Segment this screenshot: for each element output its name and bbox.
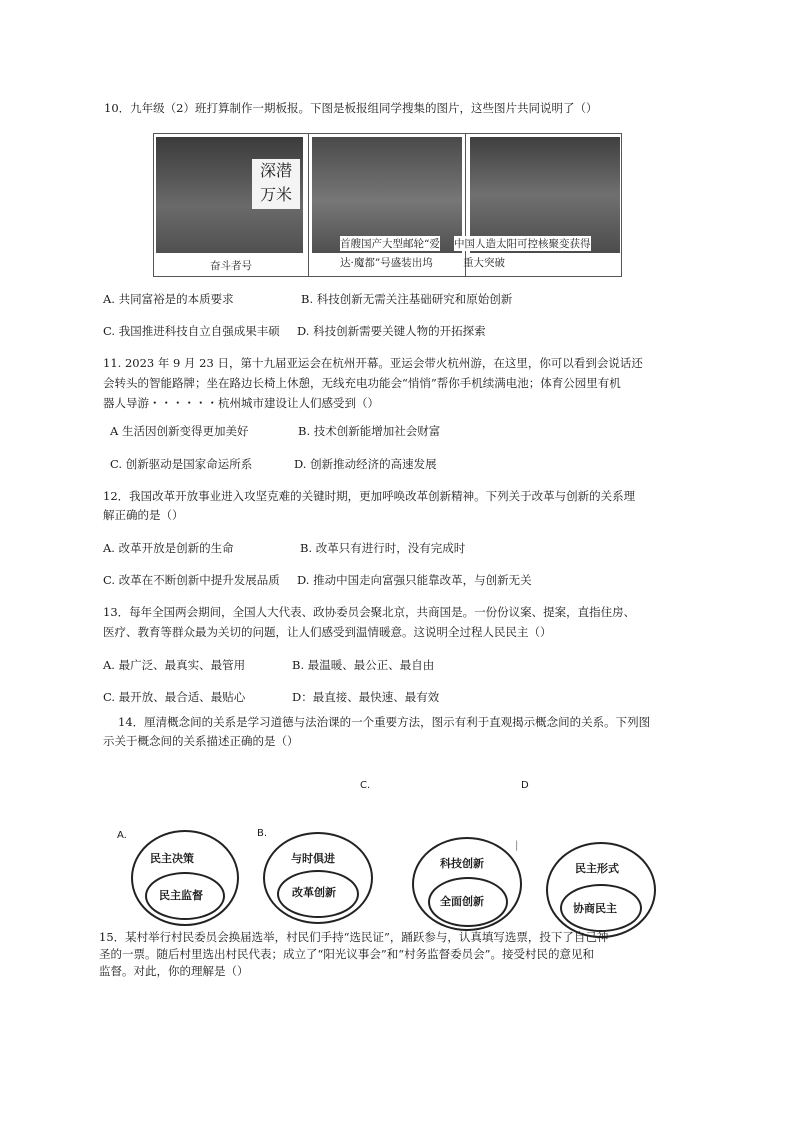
q11-option-c[interactable]: C. 创新驱动是国家命运所系 — [110, 457, 253, 471]
q15-line-2: 圣的一票。随后村里选出村民代表；成立了“阳光议事会”和“村务监督委员会”。接受村民的意见和 — [99, 947, 595, 961]
diagram-a-outer-label: 民主决策 — [150, 852, 194, 865]
q11-option-b[interactable]: B. 技术创新能增加社会财富 — [298, 424, 441, 438]
q15-line-3: 监督。对此，你的理解是（） — [99, 964, 249, 978]
diagram-d-inner-label: 协商民主 — [573, 902, 617, 915]
caption-3-line-1: 中国人造太阳可控核聚变获得 — [454, 238, 591, 250]
caption-2-line-1: 首艘国产大型邮轮“爱 — [340, 238, 440, 250]
q13-option-c[interactable]: C. 最开放、最合适、最贴心 — [103, 690, 246, 704]
q10-option-b[interactable]: B. 科技创新无需关注基础研究和原始创新 — [301, 292, 513, 306]
photo-submersible — [156, 137, 303, 253]
diagram-a-letter: A. — [117, 830, 127, 841]
q13-line-2: 医疗、教育等群众最为关切的问题，让人们感受到温情暖意。这说明全过程人民民主（） — [103, 625, 552, 639]
q10-option-a[interactable]: A. 共同富裕是的本质要求 — [103, 292, 234, 306]
q14-diagram-a[interactable] — [117, 828, 239, 928]
q14-line-2: 示关于概念间的关系描述正确的是（） — [103, 734, 299, 748]
caption-2-line-2: 达·魔都”号盛装出坞 — [340, 257, 433, 269]
q13-option-a[interactable]: A. 最广泛、最真实、最管用 — [103, 658, 246, 672]
photo-divider-1 — [308, 134, 309, 276]
q11-option-a[interactable]: A 生活因创新变得更加美好 — [110, 424, 249, 438]
caption-1: 奋斗者号 — [210, 260, 252, 272]
q12-option-c[interactable]: C. 改革在不断创新中提升发展品质 — [103, 573, 280, 587]
diagram-d-outer-label: 民主形式 — [575, 862, 619, 875]
caption-3-line-2: 重大突破 — [463, 257, 505, 269]
q13-option-d[interactable]: D：最直接、最快速、最有效 — [292, 690, 440, 704]
q11-line-2: 会转头的智能路牌；坐在路边长椅上休憩，无线充电功能会“悄悄”帮你手机续满电池；体育公园里有机 — [103, 376, 621, 390]
stray-mark: | — [515, 840, 519, 851]
q10-option-d[interactable]: D. 科技创新需要关键人物的开拓探索 — [297, 324, 486, 338]
q10-stem: 10．九年级（2）班打算制作一期板报。下图是板报组同学搜集的图片，这些图片共同说明了（） — [104, 101, 598, 115]
q14-letter-c[interactable]: C. — [360, 780, 371, 791]
photo1-stamp — [252, 159, 300, 209]
stamp-line-1: 深潜 — [259, 161, 292, 180]
q15-line-1: 15．某村举行村民委员会换届选举，村民们手持“选民证”，踊跃参与，认真填写选票，投下了自己神 — [99, 930, 609, 944]
q10-option-c[interactable]: C. 我国推进科技自立自强成果丰硕 — [103, 324, 280, 338]
q13-option-b[interactable]: B. 最温暖、最公正、最自由 — [292, 658, 435, 672]
diagram-b-letter: B. — [257, 828, 268, 839]
diagram-c-inner-label: 全面创新 — [440, 895, 484, 908]
q14-letter-d[interactable]: D — [521, 780, 529, 791]
q12-option-a[interactable]: A. 改革开放是创新的生命 — [103, 541, 234, 555]
q12-line-1: 12．我国改革开放事业进入攻坚克难的关键时期，更加呼唤改革创新精神。下列关于改革与创新的关系理 — [103, 489, 636, 503]
q13-line-1: 13．每年全国两会期间，全国人大代表、政协委员会聚北京，共商国是。一份份议案、提案，直指住房、 — [103, 605, 636, 619]
q14-line-1: 14．厘清概念间的关系是学习道德与法治课的一个重要方法，图示有利于直观揭示概念间的关系。下列图 — [118, 715, 651, 729]
diagram-b-outer-label: 与时俱进 — [291, 852, 335, 865]
q12-option-b[interactable]: B. 改革只有进行时，没有完成时 — [300, 541, 466, 555]
q11-line-3: 器人导游・・・・・・杭州城市建设让人们感受到（） — [103, 396, 379, 410]
stamp-line-2: 万米 — [259, 185, 292, 204]
q11-option-d[interactable]: D. 创新推动经济的高速发展 — [294, 457, 437, 471]
q12-line-2: 解正确的是（） — [103, 508, 184, 522]
diagram-a-inner-label: 民主监督 — [159, 889, 203, 902]
q11-line-1: 11. 2023 年 9 月 23 日，第十九届亚运会在杭州开幕。亚运会带火杭州游，在这里，你可以看到会说话还 — [103, 356, 643, 370]
q14-diagram-b[interactable] — [255, 826, 377, 926]
q12-option-d[interactable]: D. 推动中国走向富强只能靠改革，与创新无关 — [297, 573, 532, 587]
q14-diagram-c[interactable] — [410, 835, 532, 935]
diagram-c-outer-label: 科技创新 — [440, 857, 484, 870]
diagram-b-inner-label: 改革创新 — [292, 886, 336, 899]
q10-photo-strip — [153, 133, 622, 277]
q14-diagram-d[interactable] — [544, 840, 666, 940]
